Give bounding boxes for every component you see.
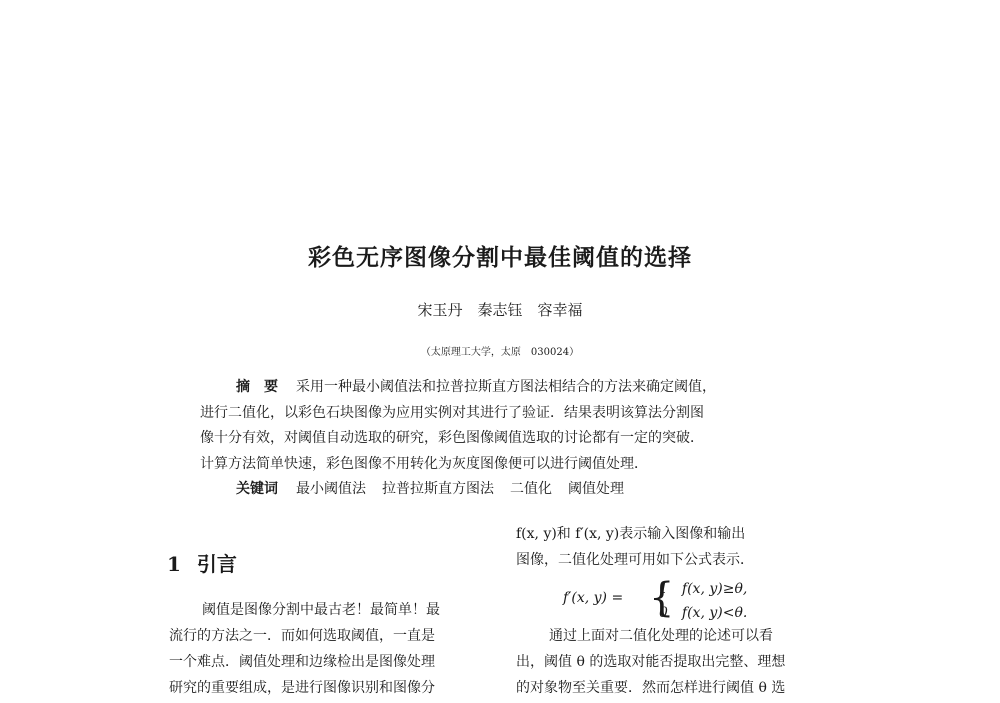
formula-case-2: 0 f(x, y)<θ. xyxy=(659,605,748,621)
body-line: 流行的方法之一．而如何选取阈值，一直是 xyxy=(169,628,435,644)
left-column xyxy=(169,597,440,701)
affiliation: （太原理工大学，太原 030024） xyxy=(420,347,580,358)
abstract-line: 进行二值化，以彩色石块图像为应用实例对其进行了验证．结果表明该算法分割图 xyxy=(200,404,704,421)
abstract-block xyxy=(200,375,820,503)
keywords-line xyxy=(200,477,820,503)
abstract-line: 计算方法简单快速，彩色图像不用转化为灰度图像便可以进行阈值处理． xyxy=(200,455,648,472)
formula-lhs: f′(x, y) = xyxy=(563,590,624,606)
keyword: 二值化 xyxy=(510,481,552,497)
right-column-top xyxy=(516,521,754,573)
abstract-label: 摘 要 xyxy=(236,379,278,395)
body-line: 研究的重要组成，是进行图像识别和图像分 xyxy=(169,680,435,696)
body-line: f(x, y)和 f′(x, y)表示输入图像和输出 xyxy=(516,526,746,542)
keywords-label: 关键词 xyxy=(236,481,278,497)
section-number: 1 xyxy=(167,552,181,576)
abstract-text: 采用一种最小阈值法和拉普拉斯直方图法相结合的方法来确定阈值， xyxy=(296,379,716,395)
keyword: 最小阈值法 xyxy=(296,481,366,497)
body-line: 图像，二值化处理可用如下公式表示． xyxy=(516,552,754,568)
formula-case-1: 1 f(x, y)≥θ, xyxy=(659,581,748,597)
body-line: 出，阈值 θ 的选取对能否提取出完整、理想 xyxy=(516,654,786,670)
formula-brace: { xyxy=(649,575,675,621)
abstract-line xyxy=(200,375,820,401)
abstract-line: 像十分有效，对阈值自动选取的研究，彩色图像阈值选取的讨论都有一定的突破． xyxy=(200,430,704,446)
body-line: 的对象物至关重要．然而怎样进行阈值 θ 选 xyxy=(516,680,786,696)
section-title: 引言 xyxy=(196,552,237,576)
body-line: 通过上面对二值化处理的论述可以看 xyxy=(549,628,773,644)
paper-title: 彩色无序图像分割中最佳阈值的选择 xyxy=(308,245,692,271)
body-line: 一个难点．阈值处理和边缘检出是图像处理 xyxy=(169,654,435,670)
body-line: 阈值是图像分割中最古老！最简单！最 xyxy=(202,602,440,618)
authors: 宋玉丹 秦志钰 容幸福 xyxy=(417,301,583,319)
keyword: 阈值处理 xyxy=(568,481,624,497)
right-column-bottom xyxy=(516,623,785,701)
section-heading xyxy=(167,548,237,577)
keyword: 拉普拉斯直方图法 xyxy=(382,481,494,497)
